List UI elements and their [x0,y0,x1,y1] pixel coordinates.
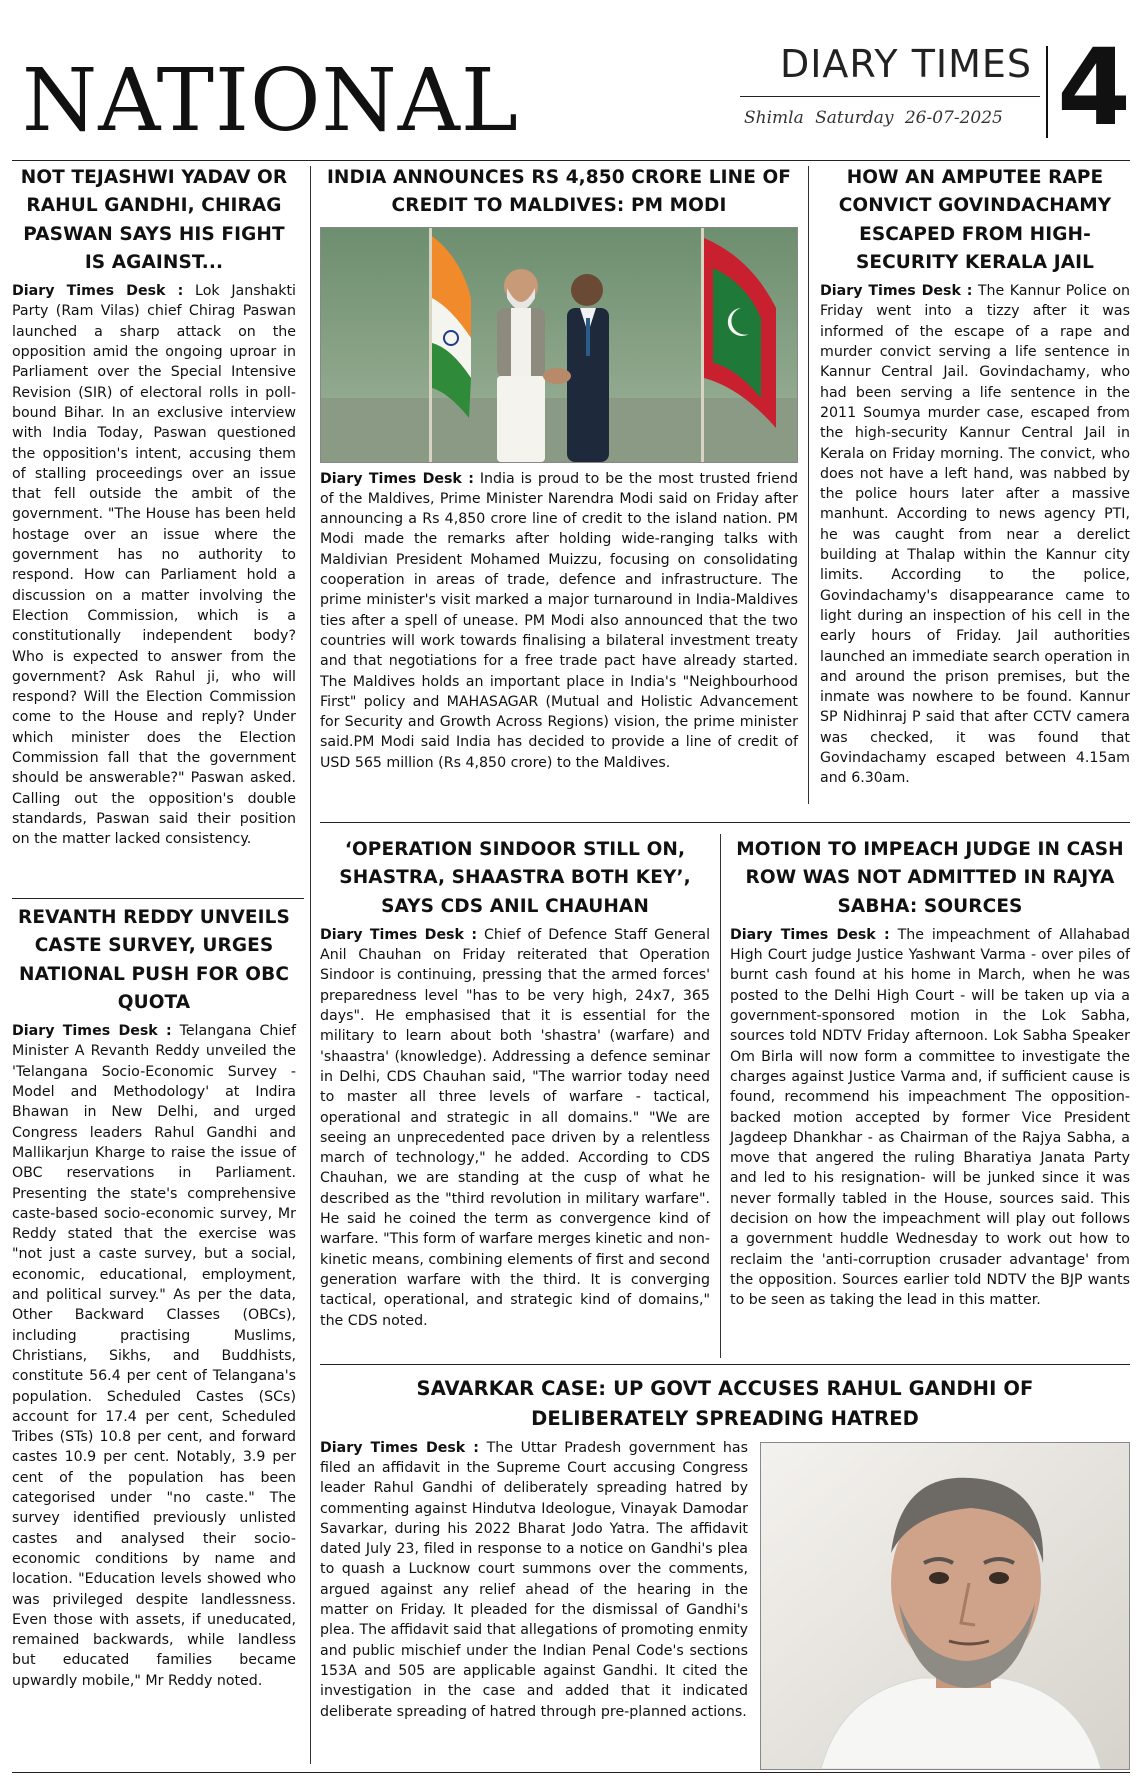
portrait-photo [760,1442,1130,1770]
article-byline: Diary Times Desk : [320,1439,479,1456]
article-body [320,1438,748,1722]
article-byline: Diary Times Desk : [12,283,184,300]
article-byline: Diary Times Desk : [320,470,474,487]
dateline-date: 26-07-2025 [904,108,1003,128]
article-body [320,469,798,773]
article-text: Chief of Defence Staff General Anil Chauhan on Friday reiterated that Operation Sindoor is continuing, pressing that the armed forces' preparedness level "has to be very high, 24x7, 365 days". He emphasised that it is essential for the military to learn about both 'shastra' (warfare) and 'shaastra' (knowledge). Addressing a defence seminar in Delhi, CDS Chauhan said, "The warrior today need to master all three levels of warfare - tactical, operational and strategic in all domains." "We are seeing an unprecedented pace driven by a relentless march of technology," he added. According to CDS Chauhan, we are standing at the cusp of what he described as the "third revolution in military warfare". He said he coined the term as convergence kind of warfare. "This form of warfare merges kinetic and non-kinetic means, combining elements of first and second generation warfare with the third. It is converging tactical, operational, and strategic kind of domains," the CDS noted. [320,926,711,1329]
article-text: The impeachment of Allahabad High Court judge Justice Yashwant Varma - over piles of burnt cash found at his home in March, when he was posted to the Delhi High Court - will be taken up via a government-sponsored motion in the Lok Sabha, sources told NDTV Friday afternoon. Lok Sabha Speaker Om Birla will now form a committee to investigate the charges against Justice Varma and, if sufficient cause is found, recommend his impeachment The opposition-backed motion accepted by former Vice President Jagdeep Dhankhar - as Chairman of the Rajya Sabha, a move that angered the ruling Bharatiya Janata Party and led to his resignation- will be junked since it was never formally tabled in the House, sources said. This decision on how the impeachment will play out follows a government huddle Wednesday to work out how to reclaim the 'anti-corruption crusader advantage' from the opposition. Sources earlier told NDTV the BJP wants to be seen as taking the lead in this matter. [730,926,1131,1309]
article-text: The Uttar Pradesh government has filed an affidavit in the Supreme Court accusing Congress leader Rahul Gandhi of deliberately spreading hatred by commenting against Hindutva Ideologue, Vinayak Damodar Savarkar, during his 2022 Bharat Jodo Yatra. The affidavit dated July 23, filed in response to a notice on Gandhi's plea to quash a Lucknow court summons over the comments, argued against any relief ahead of the hearing in the matter on Friday. It pleaded for the dismissal of Gandhi's plea. The affidavit said that allegations of promoting enmity and public mischief under the Indian Penal Code's sections 153A and 505 are applicable against Gandhi. It cited the investigation in the case and added that it indicated deliberate spreading of hatred through pre-planned actions. [320,1439,748,1720]
article-savarkar [320,1374,1130,1722]
article-maldives [320,164,798,773]
handshake-photo [320,227,798,463]
dateline [744,108,1038,128]
article-byline: Diary Times Desk : [730,926,890,943]
page-number-divider [1046,46,1048,138]
article-byline: Diary Times Desk : [320,926,478,943]
top-rule [12,160,1130,161]
left-divider [12,898,304,899]
article-body [12,1021,296,1691]
article-chirag [12,164,296,850]
article-body [730,925,1130,1311]
article-amputee [820,164,1130,789]
mid-rule [320,822,1130,823]
article-headline: MOTION TO IMPEACH JUDGE IN CASH ROW WAS NOT ADMITTED IN RAJYA SABHA: SOURCES [736,839,1124,917]
article-headline: REVANTH REDDY UNVEILS CASTE SURVEY, URGES NATIONAL PUSH FOR OBC QUOTA [18,907,290,1013]
column-rule-3 [720,834,721,1358]
article-byline: Diary Times Desk : [820,283,973,300]
dateline-city: Shimla [744,108,804,128]
article-body [820,281,1130,788]
article-text: The Kannur Police on Friday went into a tizzy after it was informed of the escape of a rape and murder convict serving a life sentence in Kannur Central Jail. Govindachamy, who had been serving a life sentence in the 2011 Soumya murder case, escaped from the high-security Kannur Central Jail in Kerala on Friday morning. The convict, who does not have a left hand, was nabbed by the police hours later after a massive manhunt. According to news agency PTI, he was caught from near a derelict building at Thalap within the Kannur city limits. According to the police, Govindachamy's disappearance came to light during an inspection of his cell in the early hours of Friday. Jail authorities launched an immediate search operation in and around the prison premises, but the inmate was nowhere to be found. Kannur SP Nidhinraj P said that after CCTV camera was checked, it was found that Govindachamy escaped between 4.15am and 6.30am. [820,283,1130,787]
article-body [320,925,710,1331]
article-impeach [730,836,1130,1311]
article-headline: SAVARKAR CASE: UP GOVT ACCUSES RAHUL GANDHI OF DELIBERATELY SPREADING HATRED [416,1377,1034,1430]
article-body [12,281,296,849]
dateline-day: Saturday [815,108,894,128]
section-title: NATIONAL [22,51,519,151]
article-sindoor [320,836,710,1331]
lower-rule [320,1364,1130,1365]
column-rule-2 [808,166,809,804]
article-headline: ‘OPERATION SINDOOR STILL ON, SHASTRA, SHAASTRA BOTH KEY’, SAYS CDS ANIL CHAUHAN [339,839,691,917]
article-revanth [12,904,296,1691]
article-text: Telangana Chief Minister A Revanth Reddy unveiled the 'Telangana Socio-Economic Survey - Model and Methodology' at Indira Bhawan in New Delhi, and urged Congress leaders Rahul Gandhi and Mallikarjun Kharge to raise the issue of OBC reservations in Parliament. Presenting the state's comprehensive caste-based socio-economic survey, Mr Reddy stated that the exercise was "not just a caste survey, but a social, economic, educational, employment, and political survey." As per the data, Other Backward Classes (OBCs), including practising Muslims, Christians, Sikhs, and Buddhists, constitute 56.4 per cent of Telangana's population. Scheduled Castes (SCs) account for 17.4 per cent, Scheduled Tribes (STs) 10.8 per cent, and forward castes 10.9 per cent. Notably, 3.9 per cent of the population has been categorised under "no caste." The survey identified previously unlisted castes and analysed their socio-economic conditions by name and location. "Education levels showed who was privileged despite landlessness. Even those with assets, if uneducated, remained backwards, while landless but educated families became upwardly mobile," Mr Reddy noted. [12,1023,297,1689]
article-text: Lok Janshakti Party (Ram Vilas) chief Chirag Paswan launched a sharp attack on the opposition amid the ongoing uproar in Parliament over the Special Intensive Revision (SIR) of electoral rolls in poll-bound Bihar. In an exclusive interview with India Today, Paswan questioned the opposition's intent, accusing them of stalling proceedings over an issue that fell outside the ambit of the government. "The House has been held hostage over an issue where the government has no authority to respond. How can Parliament hold a discussion on a matter involving the Election Commission, which is a constitutionally independent body? Who is expected to answer from the government? Ask Rahul ji, who will respond? Will the Election Commission come to the House and reply? Under which minister does the Election Commission fall that the government should be answerable?" Paswan asked. Calling out the opposition's double standards, Paswan said their position on the matter lacked consistency. [12,283,297,848]
column-rule-1 [310,166,311,1764]
article-byline: Diary Times Desk : [12,1023,172,1040]
article-text: India is proud to be the most trusted friend of the Maldives, Prime Minister Narendra Modi said on Friday after announcing a Rs 4,850 crore line of credit to the island nation. PM Modi made the remarks after holding wide-ranging talks with Maldivian President Mohamed Muizzu, focusing on consolidating cooperation in areas of trade, defence and infrastructure. The prime minister's visit marked a major turnaround in India-Maldives ties after a spell of unease. PM Modi also announced that the two countries will work towards finalising a bilateral investment treaty and that negotiations for a free trade pact have already started. The Maldives holds an important place in India's "Neighbourhood First" policy and MAHASAGAR (Mutual and Holistic Advancement for Security and Growth Across Regions) vision, the prime minister said.PM Modi said India has decided to provide a line of credit of USD 565 million (Rs 4,850 crore) to the Maldives. [320,470,798,771]
article-headline: NOT TEJASHWI YADAV OR RAHUL GANDHI, CHIRAG PASWAN SAYS HIS FIGHT IS AGAINST... [20,167,288,273]
page-number: 4 [1057,26,1131,149]
article-headline: HOW AN AMPUTEE RAPE CONVICT GOVINDACHAMY ESCAPED FROM HIGH-SECURITY KERALA JAIL [838,167,1112,273]
newspaper-name: DIARY TIMES [779,42,1033,86]
bottom-rule [12,1772,1130,1773]
masthead-divider [740,96,1040,97]
article-headline: INDIA ANNOUNCES RS 4,850 CRORE LINE OF CREDIT TO MALDIVES: PM MODI [326,167,792,217]
